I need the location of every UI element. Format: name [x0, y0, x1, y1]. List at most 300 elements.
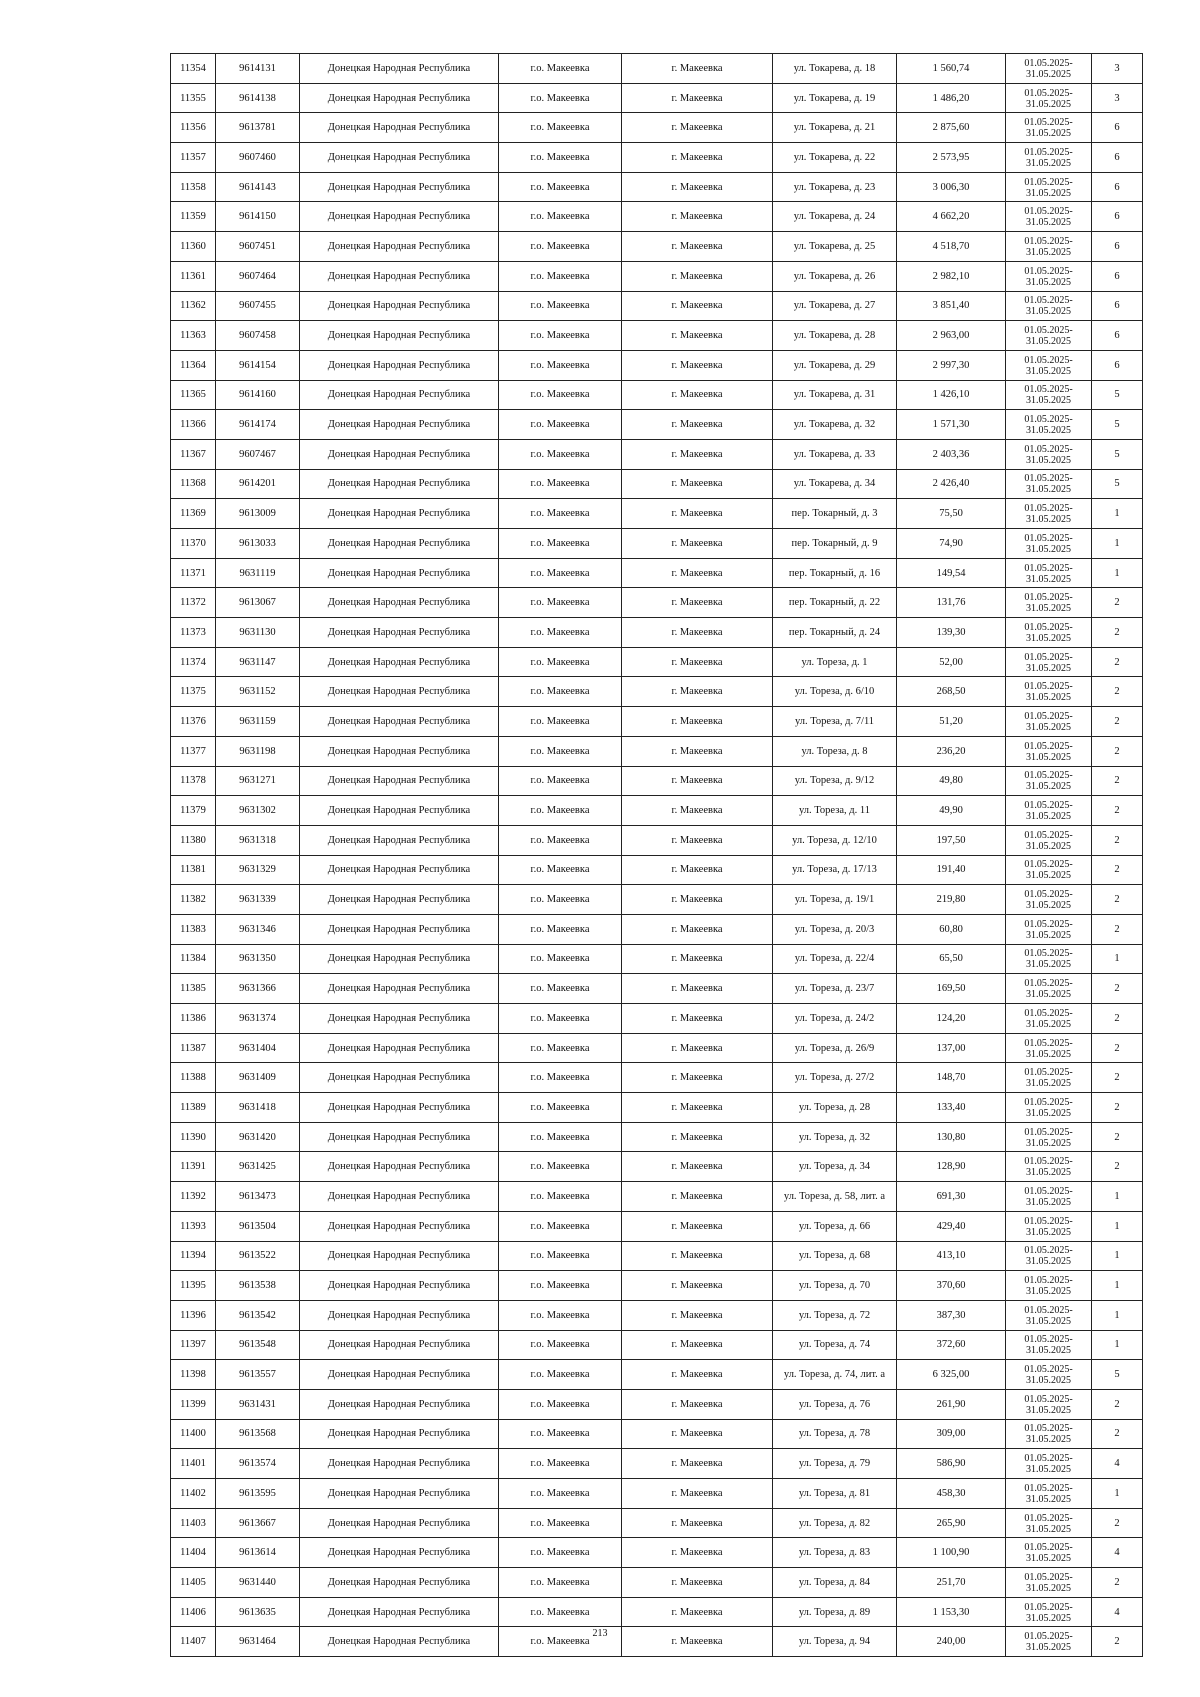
table-row [171, 558, 1143, 588]
city-cell: г. Макеевка [622, 261, 773, 291]
city-cell: г. Макеевка [622, 974, 773, 1004]
object-code-cell: 9631329 [216, 855, 300, 885]
period-cell: 01.05.2025- 31.05.2025 [1006, 736, 1092, 766]
city-cell: г. Макеевка [622, 54, 773, 84]
row-index-cell: 11362 [171, 291, 216, 321]
municipality-cell: г.о. Макеевка [499, 321, 622, 351]
table-row [171, 1360, 1143, 1390]
address-cell: ул. Тореза, д. 94 [773, 1627, 897, 1657]
object-code-cell: 9613614 [216, 1538, 300, 1568]
row-index-cell: 11375 [171, 677, 216, 707]
address-cell: ул. Тореза, д. 20/3 [773, 914, 897, 944]
row-index-cell: 11355 [171, 83, 216, 113]
area-cell: 3 851,40 [897, 291, 1006, 321]
quantity-cell: 1 [1092, 1241, 1143, 1271]
area-cell: 2 963,00 [897, 321, 1006, 351]
row-index-cell: 11383 [171, 914, 216, 944]
row-index-cell: 11372 [171, 588, 216, 618]
area-cell: 2 997,30 [897, 350, 1006, 380]
period-cell: 01.05.2025- 31.05.2025 [1006, 172, 1092, 202]
table-row [171, 1568, 1143, 1598]
object-code-cell: 9613557 [216, 1360, 300, 1390]
table-row [171, 1241, 1143, 1271]
quantity-cell: 5 [1092, 469, 1143, 499]
object-code-cell: 9607467 [216, 439, 300, 469]
address-cell: ул. Токарева, д. 34 [773, 469, 897, 499]
municipality-cell: г.о. Макеевка [499, 1508, 622, 1538]
area-cell: 197,50 [897, 825, 1006, 855]
municipality-cell: г.о. Макеевка [499, 350, 622, 380]
municipality-cell: г.о. Макеевка [499, 1093, 622, 1123]
period-cell: 01.05.2025- 31.05.2025 [1006, 558, 1092, 588]
address-cell: ул. Тореза, д. 74 [773, 1330, 897, 1360]
area-cell: 240,00 [897, 1627, 1006, 1657]
municipality-cell: г.о. Макеевка [499, 1033, 622, 1063]
table-row [171, 350, 1143, 380]
object-code-cell: 9613574 [216, 1449, 300, 1479]
municipality-cell: г.о. Макеевка [499, 796, 622, 826]
region-cell: Донецкая Народная Республика [300, 1568, 499, 1598]
object-code-cell: 9613033 [216, 529, 300, 559]
municipality-cell: г.о. Макеевка [499, 1241, 622, 1271]
object-code-cell: 9631159 [216, 707, 300, 737]
area-cell: 586,90 [897, 1449, 1006, 1479]
area-cell: 75,50 [897, 499, 1006, 529]
region-cell: Донецкая Народная Республика [300, 588, 499, 618]
area-cell: 52,00 [897, 647, 1006, 677]
region-cell: Донецкая Народная Республика [300, 380, 499, 410]
table-row [171, 914, 1143, 944]
period-cell: 01.05.2025- 31.05.2025 [1006, 1389, 1092, 1419]
quantity-cell: 6 [1092, 172, 1143, 202]
row-index-cell: 11374 [171, 647, 216, 677]
object-code-cell: 9631302 [216, 796, 300, 826]
quantity-cell: 5 [1092, 410, 1143, 440]
address-cell: ул. Тореза, д. 6/10 [773, 677, 897, 707]
quantity-cell: 6 [1092, 232, 1143, 262]
city-cell: г. Макеевка [622, 736, 773, 766]
city-cell: г. Макеевка [622, 1419, 773, 1449]
data-table [170, 53, 1143, 1657]
object-code-cell: 9631418 [216, 1093, 300, 1123]
quantity-cell: 2 [1092, 1122, 1143, 1152]
table-row [171, 825, 1143, 855]
row-index-cell: 11403 [171, 1508, 216, 1538]
table-row [171, 1182, 1143, 1212]
table-row [171, 1597, 1143, 1627]
area-cell: 133,40 [897, 1093, 1006, 1123]
quantity-cell: 2 [1092, 914, 1143, 944]
row-index-cell: 11357 [171, 143, 216, 173]
row-index-cell: 11373 [171, 618, 216, 648]
period-cell: 01.05.2025- 31.05.2025 [1006, 83, 1092, 113]
region-cell: Донецкая Народная Республика [300, 113, 499, 143]
city-cell: г. Макеевка [622, 469, 773, 499]
municipality-cell: г.о. Макеевка [499, 439, 622, 469]
row-index-cell: 11364 [171, 350, 216, 380]
region-cell: Донецкая Народная Республика [300, 766, 499, 796]
table-row [171, 736, 1143, 766]
region-cell: Донецкая Народная Республика [300, 410, 499, 440]
table-row [171, 291, 1143, 321]
period-cell: 01.05.2025- 31.05.2025 [1006, 885, 1092, 915]
city-cell: г. Макеевка [622, 944, 773, 974]
area-cell: 4 518,70 [897, 232, 1006, 262]
region-cell: Донецкая Народная Республика [300, 143, 499, 173]
city-cell: г. Макеевка [622, 1211, 773, 1241]
city-cell: г. Макеевка [622, 380, 773, 410]
quantity-cell: 2 [1092, 796, 1143, 826]
object-code-cell: 9613635 [216, 1597, 300, 1627]
table-row [171, 855, 1143, 885]
period-cell: 01.05.2025- 31.05.2025 [1006, 291, 1092, 321]
region-cell: Донецкая Народная Республика [300, 677, 499, 707]
period-cell: 01.05.2025- 31.05.2025 [1006, 855, 1092, 885]
period-cell: 01.05.2025- 31.05.2025 [1006, 350, 1092, 380]
row-index-cell: 11369 [171, 499, 216, 529]
quantity-cell: 5 [1092, 439, 1143, 469]
quantity-cell: 2 [1092, 618, 1143, 648]
address-cell: ул. Тореза, д. 23/7 [773, 974, 897, 1004]
municipality-cell: г.о. Макеевка [499, 1479, 622, 1509]
period-cell: 01.05.2025- 31.05.2025 [1006, 1479, 1092, 1509]
city-cell: г. Макеевка [622, 202, 773, 232]
quantity-cell: 3 [1092, 54, 1143, 84]
region-cell: Донецкая Народная Республика [300, 618, 499, 648]
address-cell: ул. Тореза, д. 78 [773, 1419, 897, 1449]
object-code-cell: 9614131 [216, 54, 300, 84]
table-row [171, 1508, 1143, 1538]
city-cell: г. Макеевка [622, 529, 773, 559]
quantity-cell: 2 [1092, 736, 1143, 766]
row-index-cell: 11378 [171, 766, 216, 796]
region-cell: Донецкая Народная Республика [300, 1093, 499, 1123]
row-index-cell: 11400 [171, 1419, 216, 1449]
row-index-cell: 11393 [171, 1211, 216, 1241]
period-cell: 01.05.2025- 31.05.2025 [1006, 707, 1092, 737]
table-row [171, 1479, 1143, 1509]
city-cell: г. Макеевка [622, 1597, 773, 1627]
city-cell: г. Макеевка [622, 83, 773, 113]
address-cell: ул. Токарева, д. 22 [773, 143, 897, 173]
address-cell: ул. Токарева, д. 33 [773, 439, 897, 469]
city-cell: г. Макеевка [622, 855, 773, 885]
area-cell: 691,30 [897, 1182, 1006, 1212]
address-cell: ул. Токарева, д. 26 [773, 261, 897, 291]
row-index-cell: 11368 [171, 469, 216, 499]
table-row [171, 1419, 1143, 1449]
municipality-cell: г.о. Макеевка [499, 588, 622, 618]
table-row [171, 232, 1143, 262]
quantity-cell: 4 [1092, 1597, 1143, 1627]
quantity-cell: 2 [1092, 855, 1143, 885]
region-cell: Донецкая Народная Республика [300, 1538, 499, 1568]
quantity-cell: 2 [1092, 1152, 1143, 1182]
region-cell: Донецкая Народная Республика [300, 529, 499, 559]
period-cell: 01.05.2025- 31.05.2025 [1006, 1300, 1092, 1330]
area-cell: 139,30 [897, 618, 1006, 648]
area-cell: 251,70 [897, 1568, 1006, 1598]
city-cell: г. Макеевка [622, 1241, 773, 1271]
row-index-cell: 11367 [171, 439, 216, 469]
quantity-cell: 1 [1092, 1300, 1143, 1330]
address-cell: пер. Токарный, д. 22 [773, 588, 897, 618]
period-cell: 01.05.2025- 31.05.2025 [1006, 143, 1092, 173]
address-cell: ул. Тореза, д. 81 [773, 1479, 897, 1509]
region-cell: Донецкая Народная Республика [300, 1152, 499, 1182]
table-row [171, 1122, 1143, 1152]
object-code-cell: 9607458 [216, 321, 300, 351]
region-cell: Донецкая Народная Республика [300, 796, 499, 826]
municipality-cell: г.о. Макеевка [499, 766, 622, 796]
area-cell: 137,00 [897, 1033, 1006, 1063]
object-code-cell: 9631404 [216, 1033, 300, 1063]
municipality-cell: г.о. Макеевка [499, 143, 622, 173]
quantity-cell: 2 [1092, 707, 1143, 737]
period-cell: 01.05.2025- 31.05.2025 [1006, 1004, 1092, 1034]
city-cell: г. Макеевка [622, 1093, 773, 1123]
city-cell: г. Макеевка [622, 1033, 773, 1063]
row-index-cell: 11395 [171, 1271, 216, 1301]
period-cell: 01.05.2025- 31.05.2025 [1006, 796, 1092, 826]
table-row [171, 1300, 1143, 1330]
city-cell: г. Макеевка [622, 1568, 773, 1598]
row-index-cell: 11360 [171, 232, 216, 262]
period-cell: 01.05.2025- 31.05.2025 [1006, 1122, 1092, 1152]
city-cell: г. Макеевка [622, 1004, 773, 1034]
region-cell: Донецкая Народная Республика [300, 291, 499, 321]
municipality-cell: г.о. Макеевка [499, 1419, 622, 1449]
region-cell: Донецкая Народная Республика [300, 825, 499, 855]
region-cell: Донецкая Народная Республика [300, 944, 499, 974]
city-cell: г. Макеевка [622, 914, 773, 944]
table-row [171, 469, 1143, 499]
address-cell: ул. Тореза, д. 27/2 [773, 1063, 897, 1093]
table-row [171, 885, 1143, 915]
row-index-cell: 11391 [171, 1152, 216, 1182]
city-cell: г. Макеевка [622, 1330, 773, 1360]
table-row [171, 1389, 1143, 1419]
object-code-cell: 9613522 [216, 1241, 300, 1271]
city-cell: г. Макеевка [622, 350, 773, 380]
region-cell: Донецкая Народная Республика [300, 1241, 499, 1271]
address-cell: ул. Тореза, д. 68 [773, 1241, 897, 1271]
address-cell: ул. Токарева, д. 27 [773, 291, 897, 321]
address-cell: пер. Токарный, д. 16 [773, 558, 897, 588]
table-row [171, 261, 1143, 291]
table-row [171, 647, 1143, 677]
row-index-cell: 11363 [171, 321, 216, 351]
quantity-cell: 2 [1092, 1508, 1143, 1538]
object-code-cell: 9614150 [216, 202, 300, 232]
area-cell: 1 153,30 [897, 1597, 1006, 1627]
table-row [171, 321, 1143, 351]
municipality-cell: г.о. Макеевка [499, 1063, 622, 1093]
row-index-cell: 11358 [171, 172, 216, 202]
period-cell: 01.05.2025- 31.05.2025 [1006, 1093, 1092, 1123]
area-cell: 191,40 [897, 855, 1006, 885]
period-cell: 01.05.2025- 31.05.2025 [1006, 914, 1092, 944]
quantity-cell: 4 [1092, 1538, 1143, 1568]
row-index-cell: 11376 [171, 707, 216, 737]
table-row [171, 1211, 1143, 1241]
quantity-cell: 1 [1092, 1271, 1143, 1301]
period-cell: 01.05.2025- 31.05.2025 [1006, 202, 1092, 232]
address-cell: ул. Тореза, д. 58, лит. а [773, 1182, 897, 1212]
area-cell: 1 560,74 [897, 54, 1006, 84]
city-cell: г. Макеевка [622, 291, 773, 321]
region-cell: Донецкая Народная Республика [300, 1449, 499, 1479]
area-cell: 4 662,20 [897, 202, 1006, 232]
table-row [171, 1033, 1143, 1063]
row-index-cell: 11389 [171, 1093, 216, 1123]
table-row [171, 944, 1143, 974]
municipality-cell: г.о. Макеевка [499, 1300, 622, 1330]
table-row [171, 529, 1143, 559]
city-cell: г. Макеевка [622, 588, 773, 618]
row-index-cell: 11371 [171, 558, 216, 588]
quantity-cell: 2 [1092, 1627, 1143, 1657]
area-cell: 149,54 [897, 558, 1006, 588]
row-index-cell: 11377 [171, 736, 216, 766]
address-cell: ул. Токарева, д. 24 [773, 202, 897, 232]
municipality-cell: г.о. Макеевка [499, 54, 622, 84]
area-cell: 236,20 [897, 736, 1006, 766]
city-cell: г. Макеевка [622, 1538, 773, 1568]
row-index-cell: 11397 [171, 1330, 216, 1360]
city-cell: г. Макеевка [622, 1508, 773, 1538]
area-cell: 1 571,30 [897, 410, 1006, 440]
city-cell: г. Макеевка [622, 1152, 773, 1182]
object-code-cell: 9631271 [216, 766, 300, 796]
row-index-cell: 11398 [171, 1360, 216, 1390]
municipality-cell: г.о. Макеевка [499, 618, 622, 648]
address-cell: ул. Токарева, д. 29 [773, 350, 897, 380]
area-cell: 74,90 [897, 529, 1006, 559]
period-cell: 01.05.2025- 31.05.2025 [1006, 1508, 1092, 1538]
table-row [171, 1538, 1143, 1568]
area-cell: 309,00 [897, 1419, 1006, 1449]
quantity-cell: 2 [1092, 1004, 1143, 1034]
period-cell: 01.05.2025- 31.05.2025 [1006, 944, 1092, 974]
municipality-cell: г.о. Макеевка [499, 1597, 622, 1627]
quantity-cell: 6 [1092, 202, 1143, 232]
row-index-cell: 11407 [171, 1627, 216, 1657]
table-row [171, 796, 1143, 826]
region-cell: Донецкая Народная Республика [300, 914, 499, 944]
address-cell: ул. Тореза, д. 7/11 [773, 707, 897, 737]
object-code-cell: 9613067 [216, 588, 300, 618]
area-cell: 261,90 [897, 1389, 1006, 1419]
row-index-cell: 11388 [171, 1063, 216, 1093]
area-cell: 169,50 [897, 974, 1006, 1004]
quantity-cell: 3 [1092, 83, 1143, 113]
area-cell: 370,60 [897, 1271, 1006, 1301]
row-index-cell: 11402 [171, 1479, 216, 1509]
municipality-cell: г.о. Макеевка [499, 1152, 622, 1182]
municipality-cell: г.о. Макеевка [499, 1360, 622, 1390]
object-code-cell: 9613595 [216, 1479, 300, 1509]
municipality-cell: г.о. Макеевка [499, 499, 622, 529]
quantity-cell: 2 [1092, 1093, 1143, 1123]
address-cell: ул. Тореза, д. 66 [773, 1211, 897, 1241]
quantity-cell: 1 [1092, 529, 1143, 559]
row-index-cell: 11404 [171, 1538, 216, 1568]
object-code-cell: 9613473 [216, 1182, 300, 1212]
area-cell: 49,80 [897, 766, 1006, 796]
object-code-cell: 9631425 [216, 1152, 300, 1182]
municipality-cell: г.о. Макеевка [499, 202, 622, 232]
area-cell: 60,80 [897, 914, 1006, 944]
row-index-cell: 11406 [171, 1597, 216, 1627]
address-cell: ул. Токарева, д. 31 [773, 380, 897, 410]
region-cell: Донецкая Народная Республика [300, 1419, 499, 1449]
municipality-cell: г.о. Макеевка [499, 677, 622, 707]
table-row [171, 143, 1143, 173]
city-cell: г. Макеевка [622, 677, 773, 707]
object-code-cell: 9614138 [216, 83, 300, 113]
table-row [171, 1063, 1143, 1093]
period-cell: 01.05.2025- 31.05.2025 [1006, 588, 1092, 618]
city-cell: г. Макеевка [622, 647, 773, 677]
address-cell: ул. Токарева, д. 19 [773, 83, 897, 113]
area-cell: 2 426,40 [897, 469, 1006, 499]
municipality-cell: г.о. Макеевка [499, 1568, 622, 1598]
address-cell: пер. Токарный, д. 3 [773, 499, 897, 529]
city-cell: г. Макеевка [622, 1389, 773, 1419]
city-cell: г. Макеевка [622, 707, 773, 737]
table-row [171, 499, 1143, 529]
area-cell: 65,50 [897, 944, 1006, 974]
row-index-cell: 11387 [171, 1033, 216, 1063]
object-code-cell: 9631198 [216, 736, 300, 766]
period-cell: 01.05.2025- 31.05.2025 [1006, 529, 1092, 559]
municipality-cell: г.о. Макеевка [499, 232, 622, 262]
region-cell: Донецкая Народная Республика [300, 1508, 499, 1538]
municipality-cell: г.о. Макеевка [499, 172, 622, 202]
period-cell: 01.05.2025- 31.05.2025 [1006, 1330, 1092, 1360]
area-cell: 1 486,20 [897, 83, 1006, 113]
object-code-cell: 9614160 [216, 380, 300, 410]
row-index-cell: 11385 [171, 974, 216, 1004]
table-row [171, 588, 1143, 618]
period-cell: 01.05.2025- 31.05.2025 [1006, 1597, 1092, 1627]
address-cell: ул. Тореза, д. 72 [773, 1300, 897, 1330]
address-cell: ул. Тореза, д. 32 [773, 1122, 897, 1152]
region-cell: Донецкая Народная Республика [300, 439, 499, 469]
row-index-cell: 11381 [171, 855, 216, 885]
region-cell: Донецкая Народная Республика [300, 1211, 499, 1241]
region-cell: Донецкая Народная Республика [300, 885, 499, 915]
city-cell: г. Макеевка [622, 1449, 773, 1479]
area-cell: 131,76 [897, 588, 1006, 618]
table-row [171, 202, 1143, 232]
quantity-cell: 2 [1092, 766, 1143, 796]
municipality-cell: г.о. Макеевка [499, 1449, 622, 1479]
row-index-cell: 11356 [171, 113, 216, 143]
region-cell: Донецкая Народная Республика [300, 1389, 499, 1419]
area-cell: 49,90 [897, 796, 1006, 826]
period-cell: 01.05.2025- 31.05.2025 [1006, 1152, 1092, 1182]
quantity-cell: 1 [1092, 1330, 1143, 1360]
address-cell: ул. Тореза, д. 34 [773, 1152, 897, 1182]
address-cell: ул. Токарева, д. 23 [773, 172, 897, 202]
address-cell: ул. Тореза, д. 79 [773, 1449, 897, 1479]
quantity-cell: 5 [1092, 1360, 1143, 1390]
page-number: 213 [592, 1628, 608, 1639]
quantity-cell: 1 [1092, 1182, 1143, 1212]
object-code-cell: 9631464 [216, 1627, 300, 1657]
